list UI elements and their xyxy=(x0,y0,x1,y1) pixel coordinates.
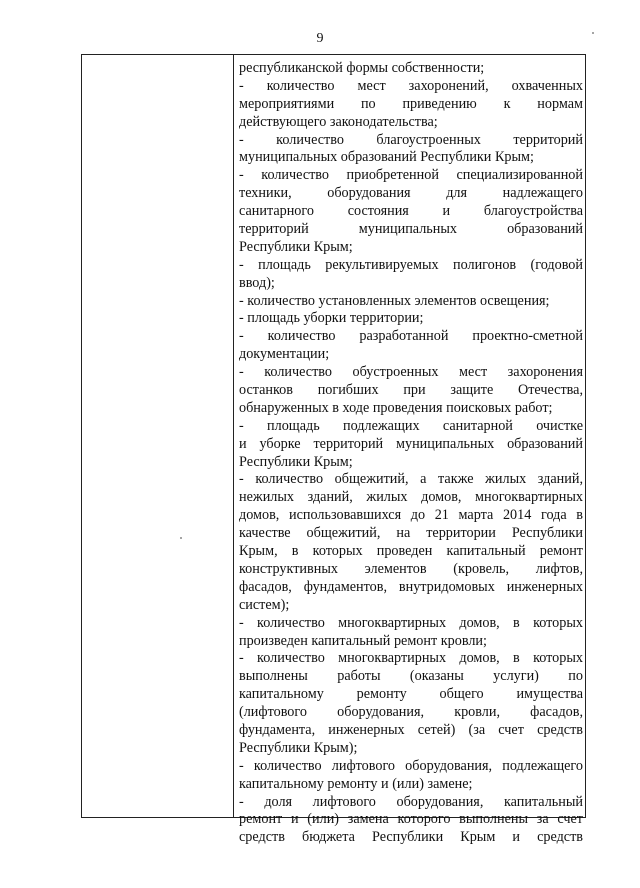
text-line: систем); xyxy=(239,596,290,613)
text-line: муниципальных образований Республики Крым; xyxy=(239,149,534,166)
text-line: капитальному ремонту и (или) замене; xyxy=(239,775,473,792)
text-line: фасадов, фундаментов, внутридомовых инженерных xyxy=(239,578,583,595)
text-line: - доля лифтового оборудования, капитальный xyxy=(239,793,583,810)
text-line: и уборке территорий муниципальных образований xyxy=(239,435,583,452)
text-line: - площадь рекультивируемых полигонов (годовой xyxy=(239,256,583,273)
text-line: качестве общежитий, на территории Республики xyxy=(239,525,583,542)
text-line: - количество мест захоронений, охваченных xyxy=(239,77,583,94)
text-line: останков погибших при защите Отечества, xyxy=(239,382,583,399)
text-line: ввод); xyxy=(239,274,275,291)
text-line: произведен капитальный ремонт кровли; xyxy=(239,632,487,649)
text-line: техники, оборудования для надлежащего xyxy=(239,185,583,202)
text-line: мероприятиями по приведению к нормам xyxy=(239,95,583,112)
text-line: санитарного состояния и благоустройства xyxy=(239,203,583,220)
text-line: действующего законодательства; xyxy=(239,113,438,130)
text-line: - количество приобретенной специализированной xyxy=(239,167,583,184)
text-line: - площадь подлежащих санитарной очистке xyxy=(239,417,583,434)
text-line: конструктивных элементов (кровель, лифтов, xyxy=(239,560,583,577)
page-number: 9 xyxy=(316,31,324,46)
text-line: фундамента, инженерных сетей) (за счет средств xyxy=(239,721,583,738)
column-divider xyxy=(233,55,234,817)
text-line: (лифтового оборудования, кровли, фасадов, xyxy=(239,704,583,721)
scan-speck xyxy=(592,32,594,34)
indicators-cell xyxy=(239,60,583,847)
text-line: - количество многоквартирных домов, в которых xyxy=(239,614,583,631)
text-line: документации; xyxy=(239,346,330,363)
text-line: - площадь уборки территории; xyxy=(239,310,424,327)
text-line: выполнены работы (оказаны услуги) по xyxy=(239,668,583,685)
text-line: - количество лифтового оборудования, подлежащего xyxy=(239,757,583,774)
scan-speck xyxy=(180,537,182,539)
text-line: Республики Крым); xyxy=(239,739,358,756)
text-line: Республики Крым; xyxy=(239,453,353,470)
text-line: республиканской формы собственности; xyxy=(239,60,485,76)
text-line: капитальному ремонту общего имущества xyxy=(239,686,583,703)
text-line: обнаруженных в ходе проведения поисковых работ; xyxy=(239,399,553,416)
text-line: ремонт и (или) замена которого выполнены за счет xyxy=(239,811,583,828)
text-line: нежилых зданий, жилых домов, многоквартирных xyxy=(239,489,583,506)
text-line: - количество общежитий, а также жилых зданий, xyxy=(239,471,583,488)
text-line: - количество обустроенных мест захоронения xyxy=(239,364,583,381)
text-line: - количество благоустроенных территорий xyxy=(239,131,583,148)
document-table xyxy=(81,54,586,846)
text-line: Крым, в которых проведен капитальный ремонт xyxy=(239,543,583,560)
text-line: средств бюджета Республики Крым и средств xyxy=(239,829,583,846)
text-line: - количество разработанной проектно-сметной xyxy=(239,328,583,345)
text-line: - количество установленных элементов освещения; xyxy=(239,292,550,309)
left-column-cell xyxy=(82,55,233,817)
text-line: территорий муниципальных образований xyxy=(239,221,583,238)
text-line: Республики Крым; xyxy=(239,238,353,255)
text-line: домов, использовавшихся до 21 марта 2014 года в xyxy=(239,507,583,524)
text-line: - количество многоквартирных домов, в которых xyxy=(239,650,583,667)
